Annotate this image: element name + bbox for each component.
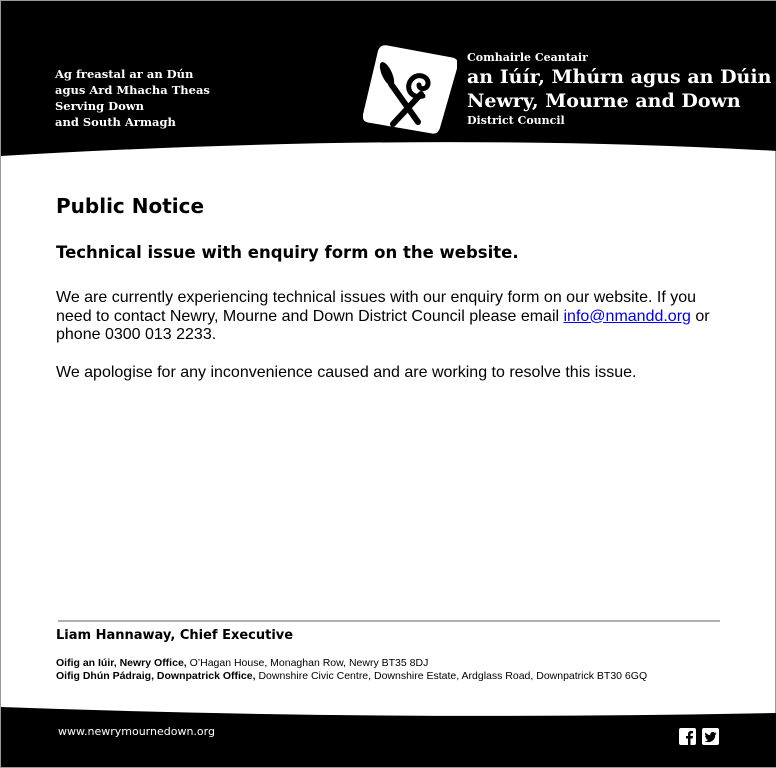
office-line-downpatrick	[56, 670, 647, 683]
tagline-line: and South Armagh	[55, 115, 176, 129]
page-title: Public Notice	[56, 194, 205, 218]
tagline-line: Ag freastal ar an Dún	[55, 67, 194, 81]
email-link[interactable]: info@nmandd.org	[563, 307, 691, 325]
signatory-name: Liam Hannaway, Chief Executive	[56, 628, 294, 643]
apology-paragraph: We apologise for any inconvenience caused and are working to resolve this issue.	[56, 364, 637, 381]
council-irish-prefix: Comhairle Ceantair	[467, 51, 588, 64]
paragraph-text: or phone 0300 013 2233.	[56, 307, 710, 343]
paragraph-text: We are currently experiencing technical issues with our enquiry form on our website. If you need to contact Newry, Mourne and Down District Council please email	[56, 289, 697, 325]
twitter-icon[interactable]	[702, 728, 719, 745]
office-label: Oifig an Iúir, Newry Office,	[56, 657, 187, 669]
facebook-icon[interactable]	[679, 728, 696, 745]
spoon-spiral-logo-icon	[363, 44, 457, 134]
council-english-name: Newry, Mourne and Down	[467, 90, 741, 112]
tagline-line: agus Ard Mhacha Theas	[55, 83, 210, 97]
office-address: Downshire Civic Centre, Downshire Estate, Ardglass Road, Downpatrick BT30 6GQ	[255, 670, 648, 682]
office-label: Oifig Dhún Pádraig, Downpatrick Office,	[56, 670, 256, 682]
notice-paragraph	[56, 289, 716, 345]
office-addresses	[56, 657, 647, 683]
council-name-block	[467, 50, 771, 128]
office-line-newry	[56, 657, 647, 670]
divider	[58, 620, 720, 622]
council-suffix: District Council	[467, 114, 565, 127]
council-irish-name: an Iúír, Mhúrn agus an Dúin	[467, 66, 772, 88]
header-tagline	[55, 66, 210, 130]
tagline-line: Serving Down	[55, 99, 145, 113]
website-link[interactable]: www.newrymournedown.org	[58, 725, 215, 738]
notice-subtitle: Technical issue with enquiry form on the website.	[56, 243, 519, 262]
office-address: O’Hagan House, Monaghan Row, Newry BT35 8DJ	[186, 657, 429, 669]
